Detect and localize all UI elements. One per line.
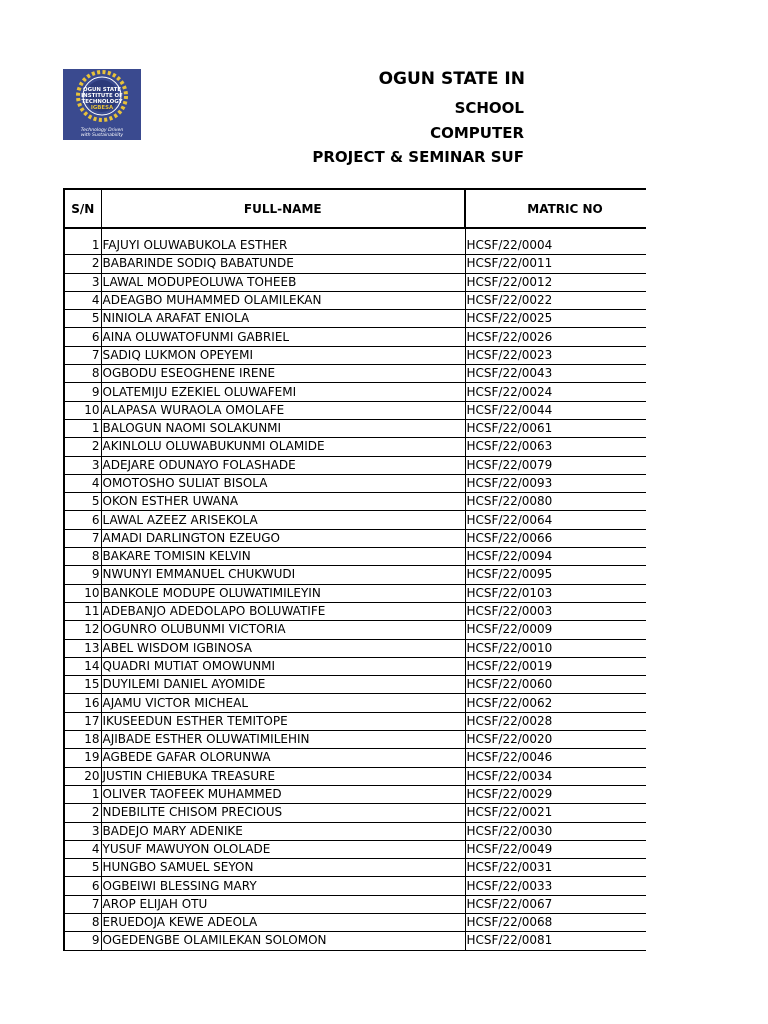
table-row bbox=[65, 639, 646, 657]
cell-sn: 9 bbox=[65, 566, 101, 584]
cell-full-name: AJIBADE ESTHER OLUWATIMILEHIN bbox=[101, 731, 465, 749]
table-row bbox=[65, 584, 646, 602]
cell-matric-no: HCSF/22/0023 bbox=[465, 346, 646, 364]
column-header-matric-no: MATRIC NO bbox=[465, 190, 646, 228]
table-row bbox=[65, 859, 646, 877]
cell-full-name: OGUNRO OLUBUNMI VICTORIA bbox=[101, 621, 465, 639]
cell-full-name: ERUEDOJA KEWE ADEOLA bbox=[101, 913, 465, 931]
cell-sn: 9 bbox=[65, 932, 101, 950]
table-row bbox=[65, 822, 646, 840]
cell-sn: 8 bbox=[65, 913, 101, 931]
cell-sn: 9 bbox=[65, 383, 101, 401]
table-row bbox=[65, 621, 646, 639]
cell-full-name: BALOGUN NAOMI SOLAKUNMI bbox=[101, 419, 465, 437]
cell-sn: 17 bbox=[65, 712, 101, 730]
cell-sn: 15 bbox=[65, 676, 101, 694]
cell-sn: 6 bbox=[65, 511, 101, 529]
cell-full-name: AMADI DARLINGTON EZEUGO bbox=[101, 529, 465, 547]
cell-matric-no: HCSF/22/0068 bbox=[465, 913, 646, 931]
cell-sn: 6 bbox=[65, 328, 101, 346]
table-row bbox=[65, 657, 646, 675]
cell-sn: 4 bbox=[65, 840, 101, 858]
table-row bbox=[65, 438, 646, 456]
cell-full-name: AINA OLUWATOFUNMI GABRIEL bbox=[101, 328, 465, 346]
cell-sn: 4 bbox=[65, 291, 101, 309]
cell-full-name: OGBEIWI BLESSING MARY bbox=[101, 877, 465, 895]
cell-sn: 13 bbox=[65, 639, 101, 657]
cell-matric-no: HCSF/22/0079 bbox=[465, 456, 646, 474]
table-row bbox=[65, 273, 646, 291]
cell-sn: 5 bbox=[65, 493, 101, 511]
logo-line-3: TECHNOLOGY bbox=[81, 99, 123, 105]
cell-matric-no: HCSF/22/0034 bbox=[465, 767, 646, 785]
table-row bbox=[65, 456, 646, 474]
cell-full-name: FAJUYI OLUWABUKOLA ESTHER bbox=[101, 237, 465, 255]
table-row bbox=[65, 877, 646, 895]
table-row bbox=[65, 255, 646, 273]
cell-matric-no: HCSF/22/0029 bbox=[465, 785, 646, 803]
cell-sn: 4 bbox=[65, 474, 101, 492]
cell-sn: 2 bbox=[65, 255, 101, 273]
table-row bbox=[65, 694, 646, 712]
cell-sn: 1 bbox=[65, 419, 101, 437]
table-row bbox=[65, 804, 646, 822]
table-row bbox=[65, 895, 646, 913]
cell-matric-no: HCSF/22/0022 bbox=[465, 291, 646, 309]
table-row bbox=[65, 529, 646, 547]
cell-matric-no: HCSF/22/0066 bbox=[465, 529, 646, 547]
cell-matric-no: HCSF/22/0011 bbox=[465, 255, 646, 273]
table-row bbox=[65, 676, 646, 694]
cell-sn: 3 bbox=[65, 273, 101, 291]
table-row bbox=[65, 548, 646, 566]
cell-matric-no: HCSF/22/0061 bbox=[465, 419, 646, 437]
cell-matric-no: HCSF/22/0049 bbox=[465, 840, 646, 858]
cell-matric-no: HCSF/22/0012 bbox=[465, 273, 646, 291]
cell-sn: 14 bbox=[65, 657, 101, 675]
cell-full-name: OLATEMIJU EZEKIEL OLUWAFEMI bbox=[101, 383, 465, 401]
table-row bbox=[65, 767, 646, 785]
cell-full-name: YUSUF MAWUYON OLOLADE bbox=[101, 840, 465, 858]
department-title: COMPUTER bbox=[430, 124, 524, 142]
cell-sn: 10 bbox=[65, 401, 101, 419]
cell-matric-no: HCSF/22/0067 bbox=[465, 895, 646, 913]
cell-full-name: NINIOLA ARAFAT ENIOLA bbox=[101, 310, 465, 328]
document-title: PROJECT & SEMINAR SUF bbox=[312, 148, 524, 166]
student-list-table bbox=[63, 188, 646, 951]
cell-full-name: ADEBANJO ADEDOLAPO BOLUWATIFE bbox=[101, 602, 465, 620]
table-row bbox=[65, 712, 646, 730]
table-row bbox=[65, 365, 646, 383]
cell-sn: 7 bbox=[65, 346, 101, 364]
cell-full-name: OKON ESTHER UWANA bbox=[101, 493, 465, 511]
cell-sn: 12 bbox=[65, 621, 101, 639]
cell-matric-no: HCSF/22/0094 bbox=[465, 548, 646, 566]
cell-matric-no: HCSF/22/0010 bbox=[465, 639, 646, 657]
cell-matric-no: HCSF/22/0020 bbox=[465, 731, 646, 749]
cell-full-name: NWUNYI EMMANUEL CHUKWUDI bbox=[101, 566, 465, 584]
cell-matric-no: HCSF/22/0095 bbox=[465, 566, 646, 584]
cell-matric-no: HCSF/22/0033 bbox=[465, 877, 646, 895]
cell-matric-no: HCSF/22/0044 bbox=[465, 401, 646, 419]
column-header-full-name: FULL-NAME bbox=[101, 190, 465, 228]
cell-full-name: ADEJARE ODUNAYO FOLASHADE bbox=[101, 456, 465, 474]
table-row bbox=[65, 419, 646, 437]
table-row bbox=[65, 785, 646, 803]
cell-full-name: DUYILEMI DANIEL AYOMIDE bbox=[101, 676, 465, 694]
logo-motto-2: with Sustainability bbox=[80, 133, 124, 138]
cell-full-name: HUNGBO SAMUEL SEYON bbox=[101, 859, 465, 877]
cell-full-name: LAWAL AZEEZ ARISEKOLA bbox=[101, 511, 465, 529]
cell-sn: 19 bbox=[65, 749, 101, 767]
table-row bbox=[65, 840, 646, 858]
cell-sn: 20 bbox=[65, 767, 101, 785]
cell-matric-no: HCSF/22/0043 bbox=[465, 365, 646, 383]
cell-matric-no: HCSF/22/0103 bbox=[465, 584, 646, 602]
cell-full-name: QUADRI MUTIAT OMOWUNMI bbox=[101, 657, 465, 675]
table-header-row bbox=[65, 190, 646, 228]
logo-line-1: OGUN STATE bbox=[82, 87, 122, 93]
table-row bbox=[65, 493, 646, 511]
cell-matric-no: HCSF/22/0003 bbox=[465, 602, 646, 620]
table-row bbox=[65, 291, 646, 309]
logo-line-2: INSTITUTE OF bbox=[81, 93, 123, 99]
cell-sn: 10 bbox=[65, 584, 101, 602]
cell-full-name: OGEDENGBE OLAMILEKAN SOLOMON bbox=[101, 932, 465, 950]
cell-sn: 8 bbox=[65, 365, 101, 383]
table-row bbox=[65, 932, 646, 950]
cell-matric-no: HCSF/22/0063 bbox=[465, 438, 646, 456]
cell-full-name: AJAMU VICTOR MICHEAL bbox=[101, 694, 465, 712]
table-row bbox=[65, 474, 646, 492]
cell-matric-no: HCSF/22/0093 bbox=[465, 474, 646, 492]
cell-full-name: IKUSEEDUN ESTHER TEMITOPE bbox=[101, 712, 465, 730]
cell-sn: 1 bbox=[65, 785, 101, 803]
cell-full-name: ADEAGBO MUHAMMED OLAMILEKAN bbox=[101, 291, 465, 309]
institution-title: OGUN STATE IN bbox=[378, 69, 525, 89]
cell-full-name: ALAPASA WURAOLA OMOLAFE bbox=[101, 401, 465, 419]
cell-matric-no: HCSF/22/0031 bbox=[465, 859, 646, 877]
cell-sn: 3 bbox=[65, 822, 101, 840]
cell-full-name: AROP ELIJAH OTU bbox=[101, 895, 465, 913]
logo-line-4: IGBESA bbox=[90, 105, 114, 111]
cell-full-name: OMOTOSHO SULIAT BISOLA bbox=[101, 474, 465, 492]
cell-matric-no: HCSF/22/0021 bbox=[465, 804, 646, 822]
table-row bbox=[65, 511, 646, 529]
school-title: SCHOOL bbox=[454, 99, 524, 117]
cell-sn: 11 bbox=[65, 602, 101, 620]
table-row bbox=[65, 383, 646, 401]
cell-full-name: ABEL WISDOM IGBINOSA bbox=[101, 639, 465, 657]
cell-matric-no: HCSF/22/0019 bbox=[465, 657, 646, 675]
logo-motto-1: Technology Driven bbox=[80, 128, 124, 133]
cell-full-name: LAWAL MODUPEOLUWA TOHEEB bbox=[101, 273, 465, 291]
table-row bbox=[65, 602, 646, 620]
table-row bbox=[65, 328, 646, 346]
table-row bbox=[65, 566, 646, 584]
cell-matric-no: HCSF/22/0080 bbox=[465, 493, 646, 511]
cell-full-name: BADEJO MARY ADENIKE bbox=[101, 822, 465, 840]
cell-full-name: OLIVER TAOFEEK MUHAMMED bbox=[101, 785, 465, 803]
cell-matric-no: HCSF/22/0025 bbox=[465, 310, 646, 328]
table-row bbox=[65, 237, 646, 255]
cell-matric-no: HCSF/22/0009 bbox=[465, 621, 646, 639]
cell-matric-no: HCSF/22/0046 bbox=[465, 749, 646, 767]
cell-sn: 5 bbox=[65, 310, 101, 328]
cell-matric-no: HCSF/22/0004 bbox=[465, 237, 646, 255]
cell-matric-no: HCSF/22/0062 bbox=[465, 694, 646, 712]
cell-full-name: JUSTIN CHIEBUKA TREASURE bbox=[101, 767, 465, 785]
cell-full-name: OGBODU ESEOGHENE IRENE bbox=[101, 365, 465, 383]
cell-matric-no: HCSF/22/0030 bbox=[465, 822, 646, 840]
cell-sn: 7 bbox=[65, 529, 101, 547]
table-row bbox=[65, 749, 646, 767]
table-row bbox=[65, 731, 646, 749]
cell-matric-no: HCSF/22/0064 bbox=[465, 511, 646, 529]
cell-full-name: SADIQ LUKMON OPEYEMI bbox=[101, 346, 465, 364]
cell-matric-no: HCSF/22/0024 bbox=[465, 383, 646, 401]
cell-sn: 2 bbox=[65, 804, 101, 822]
cell-full-name: BAKARE TOMISIN KELVIN bbox=[101, 548, 465, 566]
cell-matric-no: HCSF/22/0081 bbox=[465, 932, 646, 950]
cell-sn: 7 bbox=[65, 895, 101, 913]
cell-sn: 16 bbox=[65, 694, 101, 712]
cell-full-name: BABARINDE SODIQ BABATUNDE bbox=[101, 255, 465, 273]
table-row bbox=[65, 401, 646, 419]
cell-matric-no: HCSF/22/0026 bbox=[465, 328, 646, 346]
cell-matric-no: HCSF/22/0028 bbox=[465, 712, 646, 730]
cell-full-name: BANKOLE MODUPE OLUWATIMILEYIN bbox=[101, 584, 465, 602]
cell-sn: 5 bbox=[65, 859, 101, 877]
cell-sn: 1 bbox=[65, 237, 101, 255]
cell-full-name: NDEBILITE CHISOM PRECIOUS bbox=[101, 804, 465, 822]
spacer-row bbox=[65, 228, 646, 237]
cell-full-name: AGBEDE GAFAR OLORUNWA bbox=[101, 749, 465, 767]
cell-sn: 6 bbox=[65, 877, 101, 895]
cell-sn: 18 bbox=[65, 731, 101, 749]
cell-sn: 8 bbox=[65, 548, 101, 566]
table-row bbox=[65, 310, 646, 328]
table-row bbox=[65, 913, 646, 931]
column-header-sn: S/N bbox=[65, 190, 101, 228]
cell-full-name: AKINLOLU OLUWABUKUNMI OLAMIDE bbox=[101, 438, 465, 456]
table-row bbox=[65, 346, 646, 364]
cell-matric-no: HCSF/22/0060 bbox=[465, 676, 646, 694]
cell-sn: 3 bbox=[65, 456, 101, 474]
cell-sn: 2 bbox=[65, 438, 101, 456]
